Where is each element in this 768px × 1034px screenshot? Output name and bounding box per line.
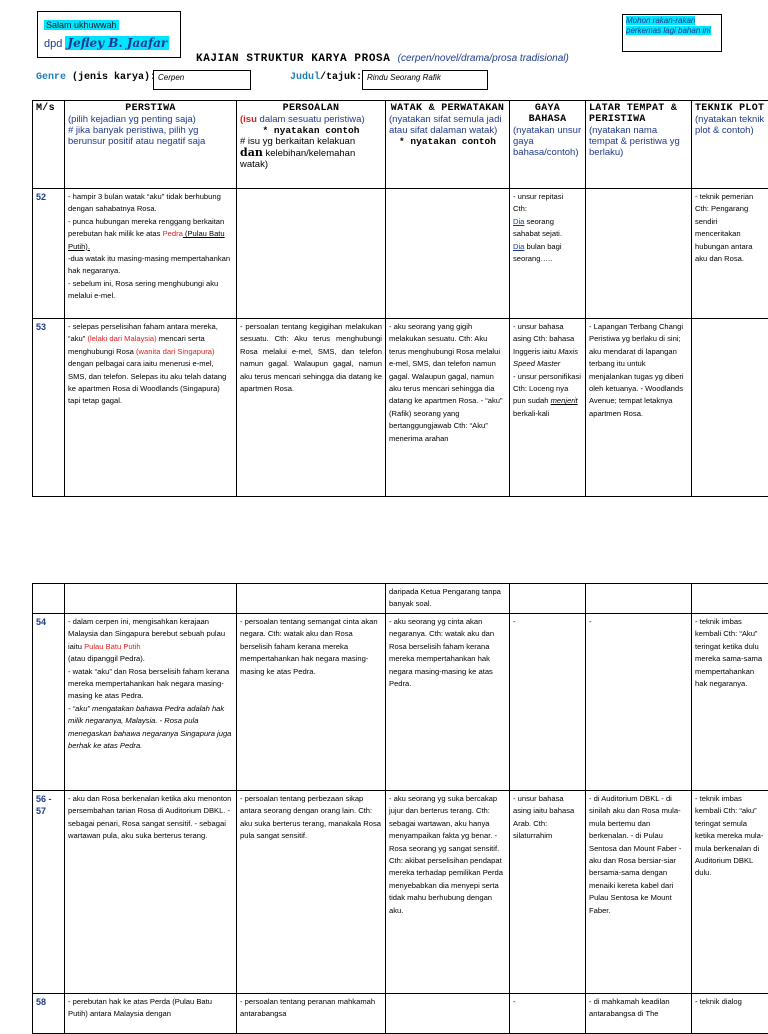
cell-text: seorang sahabat sejati. (513, 217, 562, 238)
header-teknik-desc: (nyatakan teknik plot & contoh) (695, 114, 765, 136)
cell-text: - watak “aku” dan Rosa berselisih faham kerana mereka mempertahankan hak negara masing-masing ke atas Pedra. (68, 667, 229, 701)
header-latar (586, 101, 692, 189)
header-latar-desc: (nyatakan nama tempat & peristiwa yg berlaku) (589, 125, 688, 158)
row-teknik: - teknik imbas kembali Cth: “aku” teringat semula ketika mereka mula-mula berkenalan di Auditorium DBKL dulu. (692, 791, 768, 994)
cell-text: - sebelum ini, Rosa sering menghubungi aku melalui e-mel. (68, 279, 218, 300)
genre-field[interactable] (153, 70, 251, 90)
cell-text: - selepas perselisihan faham antara mereka, “aku” (68, 322, 218, 343)
header-persoalan-star: * nyatakan contoh (240, 125, 382, 136)
row-watak (386, 189, 510, 319)
row-ms: 58 (33, 994, 65, 1034)
row-teknik: - teknik imbas kembali Cth: “Aku” teringat ketika dulu mereka sama-sama mempertahankan hak negaranya. (692, 614, 768, 791)
row-persoalan: - persoalan tentang peranan mahkamah antarabangsa (237, 994, 386, 1034)
row-gaya (510, 319, 586, 497)
cell-text: (Pulau Batu Putih). (68, 229, 225, 250)
judul-label-b: /tajuk: (320, 72, 362, 83)
cell-text: - punca hubungan mereka renggang berkaitan perebutan hak milik ke atas (68, 217, 224, 238)
genre-label (36, 72, 156, 83)
title-sub: (cerpen/novel/drama/prosa tradisional) (398, 53, 569, 64)
note-box (622, 14, 722, 52)
judul-label (290, 72, 362, 83)
table-row (33, 189, 768, 319)
header-ms-label: M/s (36, 103, 61, 114)
row-persoalan: - persoalan tentang semangat cinta akan negara. Cth: watak aku dan Rosa berselisih faham kerana mereka mempertahankan hak negara masing-masing ke atas Pedra. (237, 614, 386, 791)
structure-table-1 (32, 100, 768, 497)
header-persoalan-dan: dan (240, 146, 263, 159)
header-watak-star: * nyatakan contoh (389, 136, 506, 147)
header-perstiwa-desc: (pilih kejadian yg penting saja) (68, 114, 233, 125)
table-row (33, 584, 768, 614)
title-main: KAJIAN STRUKTUR KARYA PROSA (196, 53, 390, 65)
header-perstiwa-title: PERSTIWA (68, 103, 233, 114)
row-persoalan: - persoalan tentang perbezaan sikap antara seorang dengan orang lain. Cth: aku suka berterus terang, manakala Rosa pula sangat sensitif. (237, 791, 386, 994)
header-persoalan-desc2: # isu yg berkaitan kelakuan (240, 136, 355, 147)
cell-highlight: Dia (513, 217, 524, 226)
row-watak: - aku seorang yg suka bercakap jujur dan berterus terang. Cth: sebagai wartawan, aku hanya menyampaikan fakta yg benar. - Rosa seorang yg sangat sensitif. Cth: akibat perselisihan pendapat mereka terhadap pemilikan Perda menyebabkan dia menyepi serta tidak mahu berhubung dengan aku. (386, 791, 510, 994)
genre-label-a: Genre (36, 72, 66, 83)
note-text: Mohon rakan-rakan perkemas lagi bahan ini (626, 16, 711, 35)
row-teknik: - teknik dialog (692, 994, 768, 1034)
row-teknik: - teknik pemerian Cth: Pengarang sendiri menceritakan hubungan antara aku dan Rosa. (692, 189, 768, 319)
cell-highlight: Maxis Speed Master (513, 347, 578, 368)
cell-highlight: (wanita dari Singapura) (136, 347, 215, 356)
row-gaya: - unsur bahasa asing iaitu bahasa Arab. Cth: silaturrahim (510, 791, 586, 994)
cell-text: - dalam cerpen ini, mengisahkan kerajaan Malaysia dan Singapura berebut sebuah pulau iaitu (68, 617, 225, 651)
cell-highlight: menjerit (551, 396, 578, 405)
row-watak: - aku seorang yg cinta akan negaranya. Cth: watak aku dan Rosa berselisih faham kerana mereka mempertahankan hak negara masing-masing ke atas Pedra. (386, 614, 510, 791)
row-latar (586, 584, 692, 614)
row-latar: - di Auditorium DBKL - di sinilah aku dan Rosa mula-mula bertemu dan berkenalan. - di Pulau Sentosa dan Mount Faber - aku dan Rosa bersiar-siar bersama-sama dengan menaiki kereta kabel dari Pulau Sentosa ke Mount Faber. (586, 791, 692, 994)
cell-text: - unsur bahasa asing Cth: bahasa Inggeris iaitu (513, 322, 574, 356)
header-gaya-desc: (nyatakan unsur gaya bahasa/contoh) (513, 125, 582, 158)
genre-label-b: (jenis karya): (66, 72, 156, 83)
row-gaya (510, 584, 586, 614)
header-row (33, 101, 768, 189)
row-ms (33, 584, 65, 614)
table-row (33, 994, 768, 1034)
header-perstiwa-desc2: # jika banyak peristiwa, pilih yg berunsur positif atau negatif saja (68, 125, 233, 147)
row-gaya: - (510, 614, 586, 791)
cell-text: Cth: (513, 204, 527, 213)
cell-text: -dua watak itu masing-masing mempertahankan hak negaranya. (68, 254, 230, 275)
row-gaya (510, 189, 586, 319)
structure-table-2 (32, 583, 768, 1034)
judul-value: Rindu Seorang Rafik (367, 73, 441, 82)
header-watak-title: WATAK & PERWATAKAN (389, 103, 506, 114)
header-gaya (510, 101, 586, 189)
row-latar: - (586, 614, 692, 791)
row-ms: 53 (33, 319, 65, 497)
row-ms: 54 (33, 614, 65, 791)
cell-text: - hampir 3 bulan watak “aku” tidak berhubung dengan sahabatnya Rosa. (68, 192, 221, 213)
table-row (33, 614, 768, 791)
row-persoalan (237, 584, 386, 614)
header-teknik-title: TEKNIK PLOT (695, 103, 765, 114)
cell-text: (atau dipanggil Pedra). (68, 654, 145, 663)
cell-text: dengan pelbagai cara iaitu menerusi e-mel, SMS, dan telefon. Selepas itu aku telah datang ke apartmen Rosa di Woodlands (Singapura) tapi tetap gagal. (68, 359, 226, 405)
row-perstiwa: - aku dan Rosa berkenalan ketika aku menonton persembahan tarian Rosa di Auditorium DBKL. - sebagai penari, Rosa sangat sensitif. - sebagai wartawan pula, aku suka berterus terang. (65, 791, 237, 994)
cell-text: - “aku” mengatakan bahawa Pedra adalah hak milik negaranya, Malaysia. - Rosa pula menegaskan bahawa negaranya Singapura juga berhak ke atas Pedra. (68, 704, 231, 750)
judul-label-a: Judul (290, 72, 320, 83)
header-persoalan-desc: dalam sesuatu peristiwa) (257, 114, 365, 125)
header-latar-title: LATAR TEMPAT & PERISTIWA (589, 103, 688, 125)
header-persoalan-isu: (isu (240, 114, 257, 125)
row-latar: - Lapangan Terbang Changi Peristiwa yg berlaku di sini; aku mendarat di lapangan terbang itu untuk menjalankan tugas yg diberi oleh ketuanya. - Woodlands Avenue; tempat letaknya apartmen Rosa. (586, 319, 692, 497)
header-gaya-title: GAYA BAHASA (513, 103, 582, 125)
judul-field[interactable] (362, 70, 488, 90)
genre-value: Cerpen (158, 73, 184, 82)
row-ms: 56 - 57 (33, 791, 65, 994)
header-perstiwa (65, 101, 237, 189)
header-watak-desc: (nyatakan sifat semula jadi atau sifat dalaman watak) (389, 114, 506, 136)
row-gaya: - (510, 994, 586, 1034)
cell-text: bulan bagi seorang….. (513, 242, 562, 263)
table-row (33, 319, 768, 497)
cell-highlight: Pulau Batu Putih (84, 642, 141, 651)
row-perstiwa: - perebutan hak ke atas Perda (Pulau Batu Putih) antara Malaysia dengan (65, 994, 237, 1034)
greeting-line2 (44, 36, 174, 50)
cell-text: berkali-kali (513, 409, 549, 418)
header-persoalan-desc3: kelebihan/kelemahan watak) (240, 148, 355, 170)
row-watak: - aku seorang yang gigih melakukan sesuatu. Cth: Aku terus menghubungi Rosa melalui e-mel, SMS, dan telefon namun gagal. Walaupun gagal, namun aku terus mencari sehingga dia datang ke apartmen Rosa. - “aku” (Rafik) seorang yang bertanggungjawab Cth: “Aku” menerima arahan (386, 319, 510, 497)
row-persoalan (237, 189, 386, 319)
row-perstiwa (65, 189, 237, 319)
row-watak: daripada Ketua Pengarang tanpa banyak soal. (386, 584, 510, 614)
row-perstiwa (65, 614, 237, 791)
cell-highlight: (lelaki dari Malaysia) (87, 334, 156, 343)
row-ms: 52 (33, 189, 65, 319)
row-perstiwa (65, 584, 237, 614)
row-latar: - di mahkamah keadilan antarabangsa di The (586, 994, 692, 1034)
greeting-line1: Salam ukhuwwah (44, 20, 119, 30)
cell-highlight: Pedra (163, 229, 183, 238)
row-teknik (692, 584, 768, 614)
greeting-prefix: dpd (44, 38, 62, 50)
cell-text: - unsur repitasi (513, 192, 563, 201)
row-persoalan: - persoalan tentang kegigihan melakukan sesuatu. Cth: Aku terus menghubungi Rosa melalui e-mel, SMS, dan telefon namun gagal. Walaupun gagal, namun aku terus mencari sehingga dia datang ke apartmen Rosa. (237, 319, 386, 497)
row-watak (386, 994, 510, 1034)
author-name: Jefley B. Jaafar (65, 36, 169, 50)
header-ms (33, 101, 65, 189)
greeting-box (37, 11, 181, 58)
table-row (33, 791, 768, 994)
page-title (196, 53, 569, 65)
cell-highlight: Dia (513, 242, 524, 251)
row-perstiwa (65, 319, 237, 497)
header-persoalan (237, 101, 386, 189)
header-watak (386, 101, 510, 189)
row-latar (586, 189, 692, 319)
cell-text: - unsur personifikasi Cth: Loceng nya pun sudah (513, 372, 581, 406)
row-teknik (692, 319, 768, 497)
header-persoalan-title: PERSOALAN (240, 103, 382, 114)
header-teknik (692, 101, 768, 189)
cell-text: mencari serta menghubungi Rosa (68, 334, 205, 355)
